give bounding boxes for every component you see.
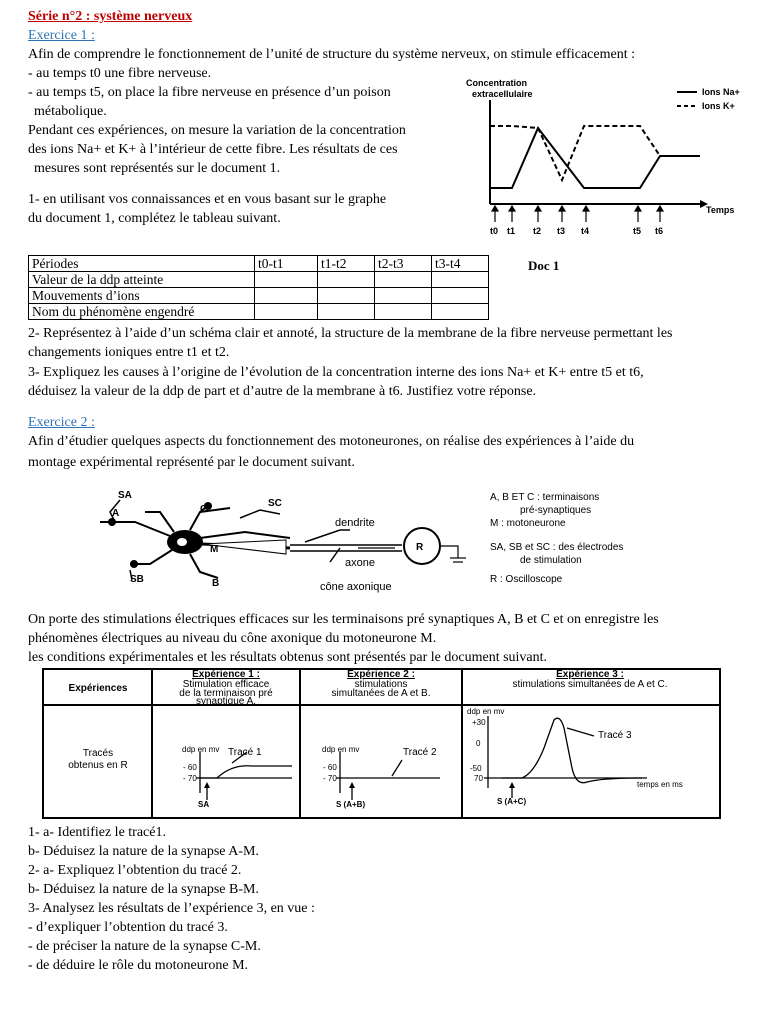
results-document bbox=[42, 668, 722, 820]
ex2-question: - de déduire le rôle du motoneurone M. bbox=[28, 958, 249, 973]
table-cell[interactable] bbox=[432, 272, 489, 288]
ex1-line: Pendant ces expériences, on mesure la variation de la concentration bbox=[28, 123, 406, 138]
tick-t3: t3 bbox=[557, 226, 566, 236]
label-sc: SC bbox=[268, 498, 282, 509]
graph-ylabel: Concentration bbox=[466, 78, 528, 88]
ex1-line: mesures sont représentés sur le document 1. bbox=[34, 161, 281, 176]
table-cell[interactable] bbox=[375, 288, 432, 304]
label-cone: cône axonique bbox=[320, 581, 392, 593]
table-header: t2-t3 bbox=[375, 256, 432, 272]
row-label-experiences: Expériences bbox=[68, 683, 128, 694]
table-cell[interactable] bbox=[318, 272, 375, 288]
tick-30: +30 bbox=[472, 718, 486, 727]
table-row bbox=[29, 288, 489, 304]
ex2-question: 2- a- Expliquez l’obtention du tracé 2. bbox=[28, 863, 242, 878]
row-label-traces: obtenus en R bbox=[68, 760, 128, 771]
time-label: temps en ms bbox=[637, 780, 683, 789]
ddp-label: ddp en mv bbox=[182, 745, 220, 754]
k-curve bbox=[490, 126, 660, 180]
series-title: Série n°2 : système nerveux bbox=[28, 9, 193, 24]
row-label: Mouvements d’ions bbox=[29, 288, 255, 304]
tick-50: -50 bbox=[470, 764, 482, 773]
tick-60: - 60 bbox=[323, 763, 337, 772]
exp2-title: Expérience 2 : bbox=[347, 669, 415, 680]
row-label: Nom du phénomène engendré bbox=[29, 304, 255, 320]
ex1-intro: Afin de comprendre le fonctionnement de l’unité de structure du système nerveux, on stimule efficacement : bbox=[28, 47, 635, 62]
stim-sa: SA bbox=[198, 800, 210, 809]
tick-70: - 70 bbox=[183, 774, 197, 783]
ex2-text: les conditions expérimentales et les résultats obtenus sont présentés par le document suivant. bbox=[28, 650, 548, 665]
label-m: M bbox=[210, 544, 219, 555]
doc1-label: Doc 1 bbox=[528, 258, 560, 273]
table-header-row bbox=[29, 256, 489, 272]
ddp-label: ddp en mv bbox=[322, 745, 360, 754]
label-dendrite: dendrite bbox=[335, 517, 375, 529]
table-cell[interactable] bbox=[375, 304, 432, 320]
table-header: t3-t4 bbox=[432, 256, 489, 272]
nucleus bbox=[177, 538, 187, 546]
exp2-desc: stimulations bbox=[354, 679, 408, 690]
legend-line: M : motoneurone bbox=[490, 518, 566, 529]
label-a: A bbox=[112, 508, 120, 519]
legend-na: Ions Na+ bbox=[702, 87, 740, 97]
tick-60: - 60 bbox=[183, 763, 197, 772]
legend-line: pré-synaptiques bbox=[520, 505, 592, 516]
neuron-diagram bbox=[90, 482, 690, 594]
ddp-label: ddp en mv bbox=[467, 707, 505, 716]
trace3-label: Tracé 3 bbox=[598, 730, 632, 741]
tick-t5: t5 bbox=[633, 226, 642, 236]
table-header: Périodes bbox=[29, 256, 255, 272]
table-row bbox=[29, 272, 489, 288]
ex2-text: On porte des stimulations électriques efficaces sur les terminaisons pré synaptiques A, B et C et on enregistre les bbox=[28, 612, 659, 627]
row-label: Valeur de la ddp atteinte bbox=[29, 272, 255, 288]
tick-0: 0 bbox=[476, 739, 481, 748]
ex1-question-1: du document 1, complétez le tableau suivant. bbox=[28, 211, 281, 226]
tick-t4: t4 bbox=[581, 226, 590, 236]
exp1-desc: Stimulation efficace bbox=[182, 679, 270, 690]
na-curve bbox=[490, 128, 700, 188]
doc1-graph bbox=[462, 70, 762, 248]
ex2-intro: Afin d’étudier quelques aspects du fonctionnement des motoneurones, on réalise des expériences à l’aide du bbox=[28, 434, 635, 449]
ex1-line: métabolique. bbox=[34, 104, 107, 119]
legend-k: Ions K+ bbox=[702, 101, 735, 111]
table-cell[interactable] bbox=[318, 304, 375, 320]
table-cell[interactable] bbox=[255, 288, 318, 304]
exp1-title: Expérience 1 : bbox=[192, 669, 260, 680]
label-b: B bbox=[212, 578, 220, 589]
legend-line: SA, SB et SC : des électrodes bbox=[490, 542, 624, 553]
label-sb: SB bbox=[130, 574, 144, 585]
table-cell[interactable] bbox=[318, 288, 375, 304]
ex2-question: 1- a- Identifiez le tracé1. bbox=[28, 825, 166, 840]
tick-t0: t0 bbox=[490, 226, 499, 236]
label-c: C bbox=[200, 504, 208, 515]
ex2-question: - d’expliquer l’obtention du tracé 3. bbox=[28, 920, 228, 935]
ex1-line: - au temps t0 une fibre nerveuse. bbox=[28, 66, 212, 81]
ex1-question-2: changements ioniques entre t1 et t2. bbox=[28, 345, 230, 360]
ex1-question-1: 1- en utilisant vos connaissances et en vous basant sur le graphe bbox=[28, 192, 387, 207]
legend-line: R : Oscilloscope bbox=[490, 574, 563, 585]
exp3-desc: stimulations simultanées de A et C. bbox=[512, 679, 668, 690]
row-label-traces: Tracés bbox=[82, 748, 114, 759]
table-header: t1-t2 bbox=[318, 256, 375, 272]
ex1-question-3: 3- Expliquez les causes à l’origine de l’évolution de la concentration interne des ions Na+ et K+ entre t5 et t6, bbox=[28, 365, 644, 380]
legend-line: de stimulation bbox=[520, 555, 582, 566]
exercise-2-title: Exercice 2 : bbox=[28, 415, 95, 430]
graph-ylabel: extracellulaire bbox=[472, 89, 533, 99]
table-cell[interactable] bbox=[432, 288, 489, 304]
periods-table bbox=[28, 255, 489, 320]
ex2-text: phénomènes électriques au niveau du cône axonique du motoneurone M. bbox=[28, 631, 437, 646]
label-sa: SA bbox=[118, 490, 132, 501]
tick-t1: t1 bbox=[507, 226, 516, 236]
ex2-question: b- Déduisez la nature de la synapse B-M. bbox=[28, 882, 259, 897]
exp2-desc: simultanées de A et B. bbox=[331, 688, 431, 699]
ex2-intro: montage expérimental représenté par le document suivant. bbox=[28, 455, 355, 470]
exp3-title: Expérience 3 : bbox=[556, 669, 624, 680]
stim-ab: S (A+B) bbox=[336, 800, 366, 809]
trace2-label: Tracé 2 bbox=[403, 747, 437, 758]
graph-xlabel: Temps bbox=[706, 205, 735, 215]
label-axone: axone bbox=[345, 557, 375, 569]
ex2-question: 3- Analysez les résultats de l’expérience 3, en vue : bbox=[28, 901, 315, 916]
tick-70: - 70 bbox=[323, 774, 337, 783]
stim-ac: S (A+C) bbox=[497, 797, 527, 806]
ex1-question-2: 2- Représentez à l’aide d’un schéma clair et annoté, la structure de la membrane de la fibre nerveuse permettant les bbox=[28, 326, 673, 341]
tick-70: 70 bbox=[474, 774, 483, 783]
exp1-desc: de la terminaison pré bbox=[179, 688, 273, 699]
ex1-question-3: déduisez la valeur de la ddp de part et d’autre de la membrane à t6. Justifiez votre réponse. bbox=[28, 384, 537, 399]
table-row bbox=[29, 304, 489, 320]
ex1-line: des ions Na+ et K+ à l’intérieur de cette fibre. Les résultats de ces bbox=[28, 142, 398, 157]
tick-t2: t2 bbox=[533, 226, 542, 236]
trace1-label: Tracé 1 bbox=[228, 747, 262, 758]
ex1-line: - au temps t5, on place la fibre nerveuse en présence d’un poison bbox=[28, 85, 391, 100]
table-cell[interactable] bbox=[375, 272, 432, 288]
exp1-desc: synaptique A. bbox=[195, 696, 257, 707]
table-cell[interactable] bbox=[255, 272, 318, 288]
legend-line: A, B ET C : terminaisons bbox=[490, 492, 600, 503]
ex2-question: - de préciser la nature de la synapse C-M. bbox=[28, 939, 261, 954]
table-header: t0-t1 bbox=[255, 256, 318, 272]
tick-t6: t6 bbox=[655, 226, 664, 236]
exercise-1-title: Exercice 1 : bbox=[28, 28, 95, 43]
ex2-question: b- Déduisez la nature de la synapse A-M. bbox=[28, 844, 259, 859]
label-r: R bbox=[416, 542, 424, 553]
table-cell[interactable] bbox=[432, 304, 489, 320]
table-cell[interactable] bbox=[255, 304, 318, 320]
